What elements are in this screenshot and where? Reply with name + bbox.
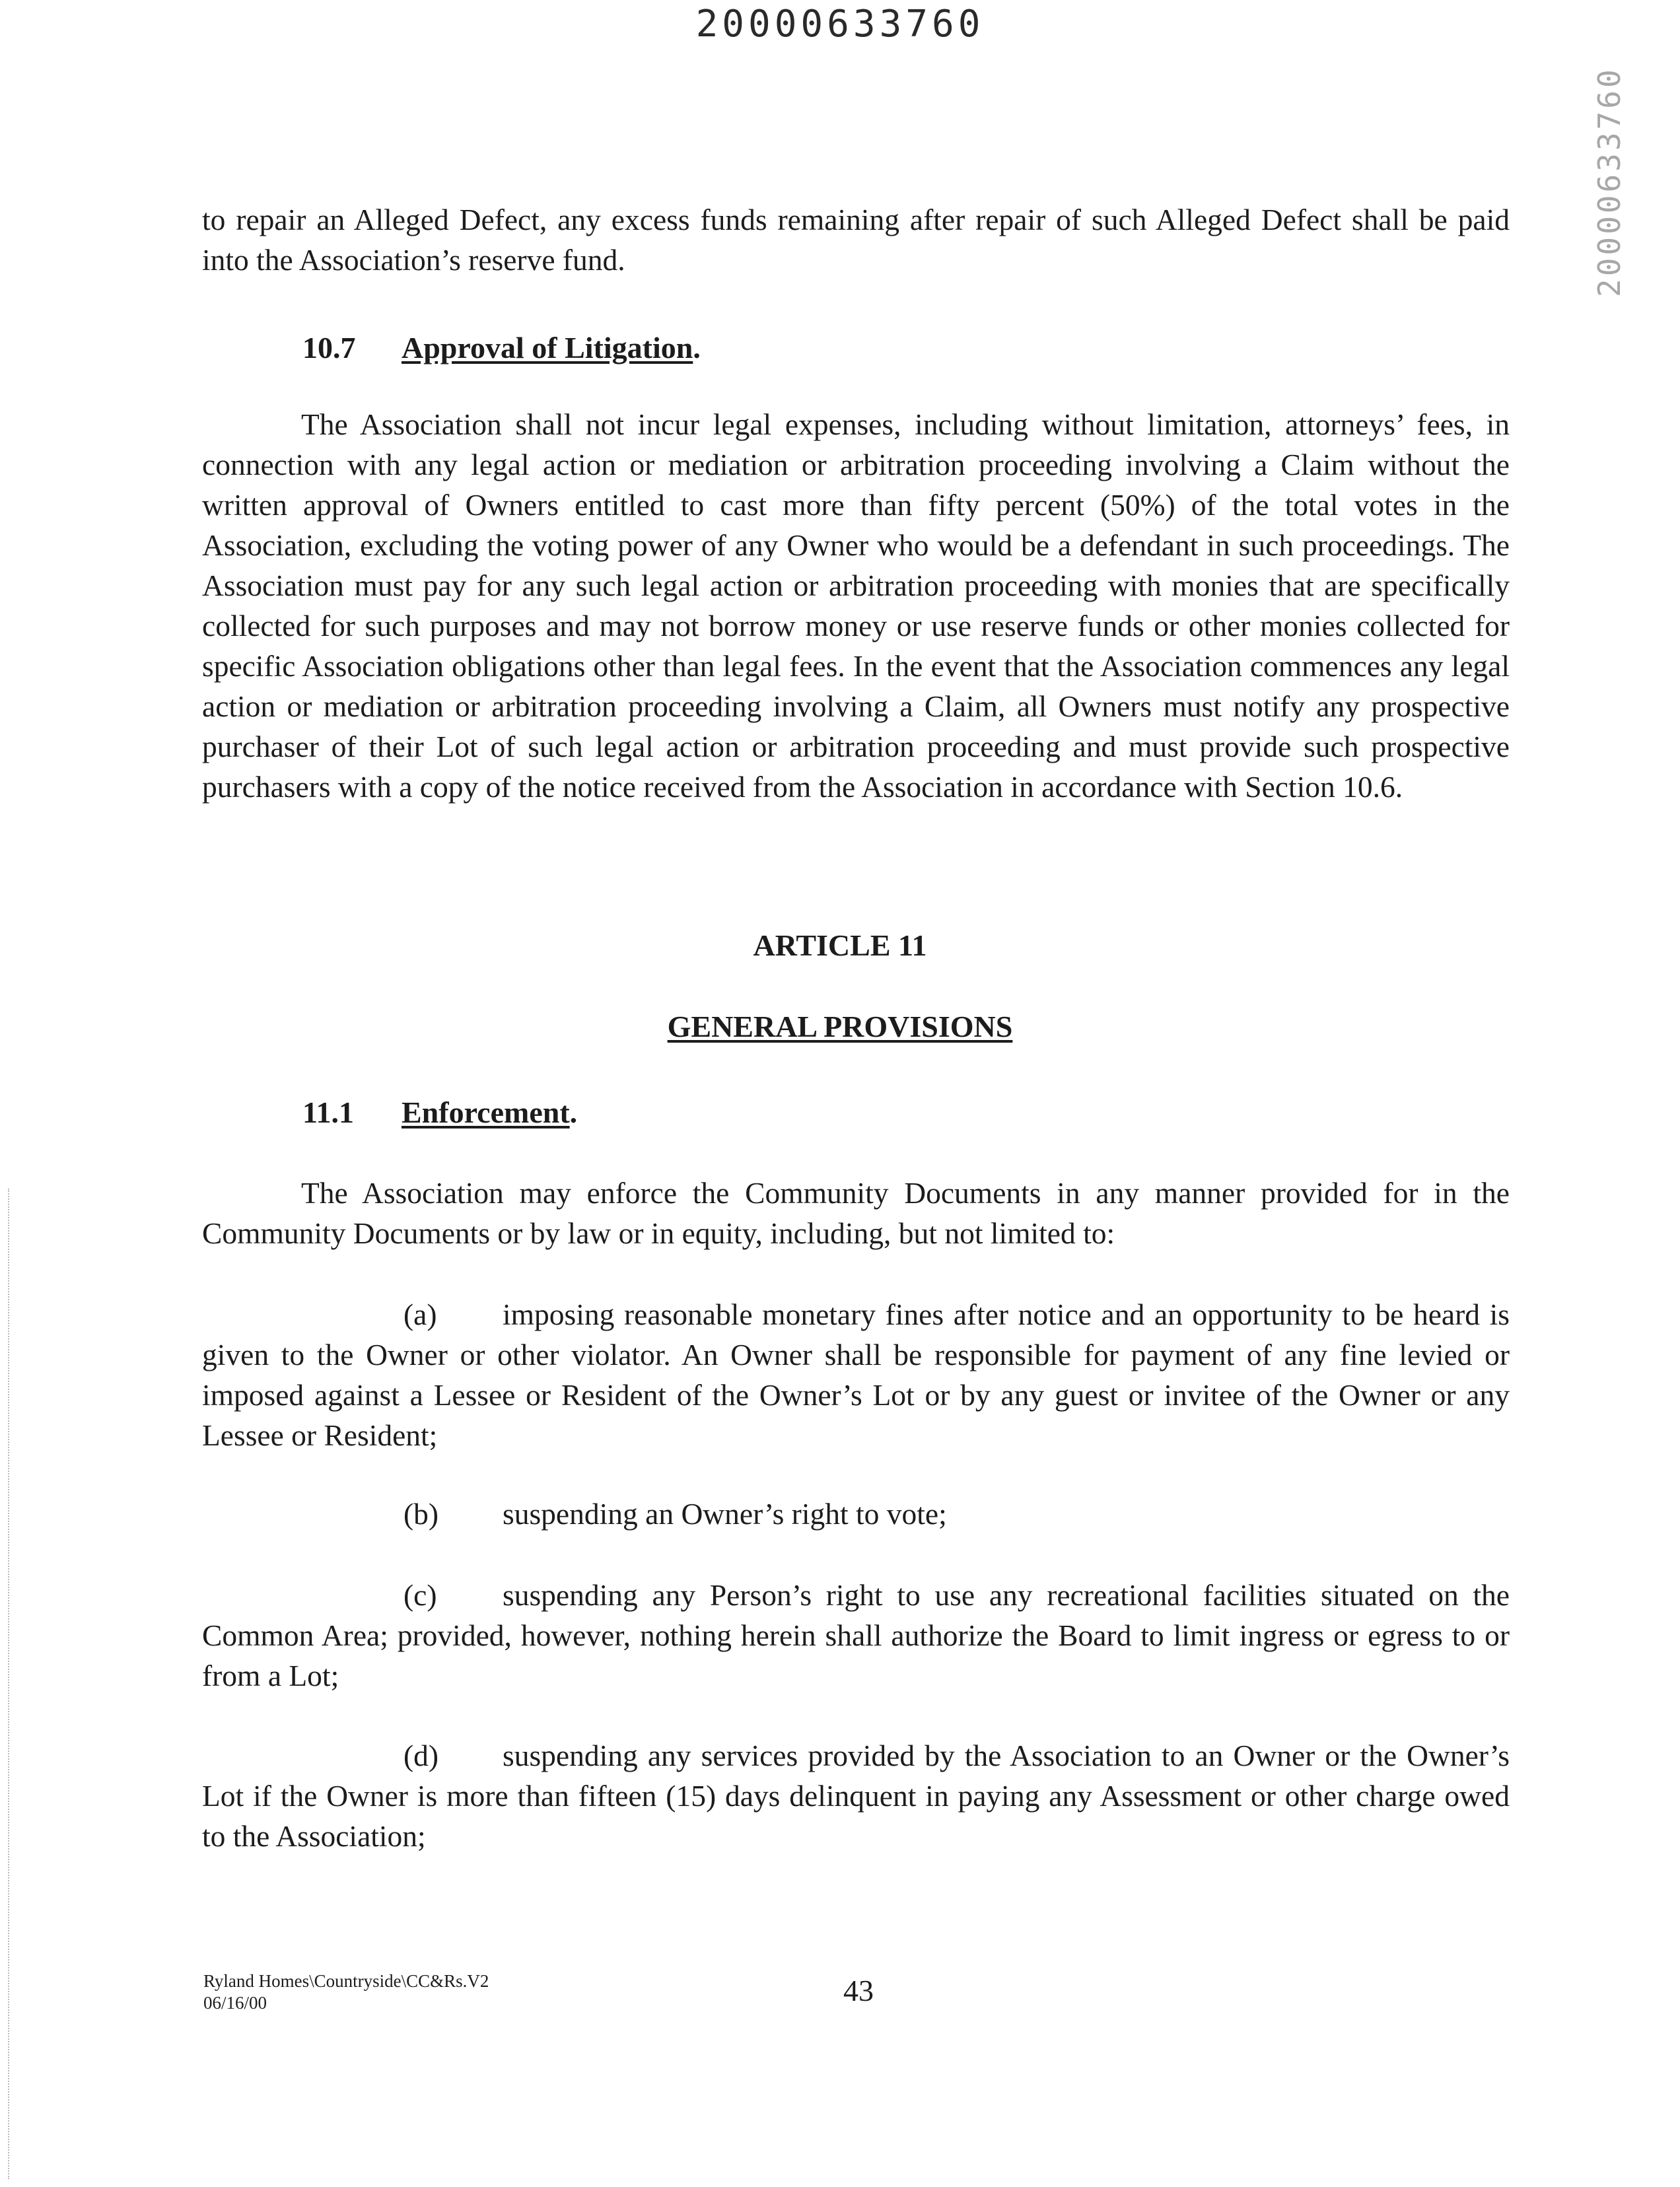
- article-label: ARTICLE 11: [753, 928, 927, 962]
- list-item-label: (d): [403, 1739, 439, 1772]
- section-title: Approval of Litigation: [402, 331, 693, 364]
- list-item-label: (a): [403, 1298, 437, 1331]
- page-number: 43: [843, 1974, 874, 2007]
- document-number: 20000633760: [695, 3, 985, 46]
- section-10-7-body: The Association shall not incur legal expenses, including without limitation, attorneys’ fees, in connection with any legal action or mediation or arbitration proceeding involving a Claim without the written approval of Owners entitled to cast more than fifty percent (50%) of the total votes in the Association, excluding the voting power of any Owner who would be a defendant in such proceedings. The Association must pay for any such legal action or arbitration proceeding with monies that are specifically collected for such purposes and may not borrow money or use reserve funds or other monies collected for specific Association obligations other than legal fees. In the event that the Association commences any legal action or mediation or arbitration proceeding involving a Claim, all Owners must notify any prospective purchaser of their Lot of such legal action or arbitration proceeding and must provide such prospective purchasers with a copy of the notice received from the Association in accordance with Section 10.6.: [202, 407, 1510, 804]
- section-number: 10.7: [302, 331, 356, 364]
- list-item-a: [202, 1294, 1510, 1455]
- section-11-1-heading: [302, 1095, 577, 1130]
- list-item-text: suspending an Owner’s right to vote;: [503, 1497, 947, 1531]
- section-title: Enforcement: [402, 1095, 570, 1129]
- list-item-label: (c): [403, 1578, 437, 1612]
- footer-file-info: [203, 1970, 489, 2014]
- article-title-text: GENERAL PROVISIONS: [667, 1010, 1013, 1043]
- section-title-suffix: .: [569, 1095, 578, 1129]
- section-title-suffix: .: [693, 331, 701, 364]
- section-number: 11.1: [302, 1095, 354, 1129]
- margin-marks: [8, 1189, 15, 2179]
- list-item-b: [202, 1494, 1510, 1534]
- continuation-paragraph: to repair an Alleged Defect, any excess funds remaining after repair of such Alleged Defect shall be paid into the Association’s reserve fund.: [202, 203, 1510, 277]
- list-item-label: (b): [403, 1497, 439, 1531]
- section-11-1-intro: The Association may enforce the Community Documents in any manner provided for in the Community Documents or by law or in equity, including, but not limited to:: [202, 1176, 1510, 1250]
- footer-date: 06/16/00: [203, 1993, 267, 2013]
- list-item-text: suspending any Person’s right to use any recreational facilities situated on the Common Area; provided, however, nothing herein shall authorize the Board to limit ingress or egress to or from a Lot;: [202, 1578, 1510, 1692]
- footer-file-path: Ryland Homes\Countryside\CC&Rs.V2: [203, 1971, 489, 1991]
- list-item-text: imposing reasonable monetary fines after notice and an opportunity to be heard is given to the Owner or other violator. An Owner shall be responsible for payment of any fine levied or imposed against a Lessee or Resident of the Owner’s Lot or by any guest or invitee of the Owner or any Lessee or Resident;: [202, 1298, 1510, 1452]
- list-item-text: suspending any services provided by the Association to an Owner or the Owner’s Lot if the Owner is more than fifteen (15) days delinquent in paying any Assessment or other charge owed to the Association;: [202, 1739, 1510, 1853]
- section-10-7-heading: [302, 330, 701, 365]
- article-title: [0, 1009, 1680, 1044]
- list-item-d: [202, 1735, 1510, 1856]
- list-item-c: [202, 1575, 1510, 1696]
- side-stamp: 20000633760: [1592, 67, 1627, 297]
